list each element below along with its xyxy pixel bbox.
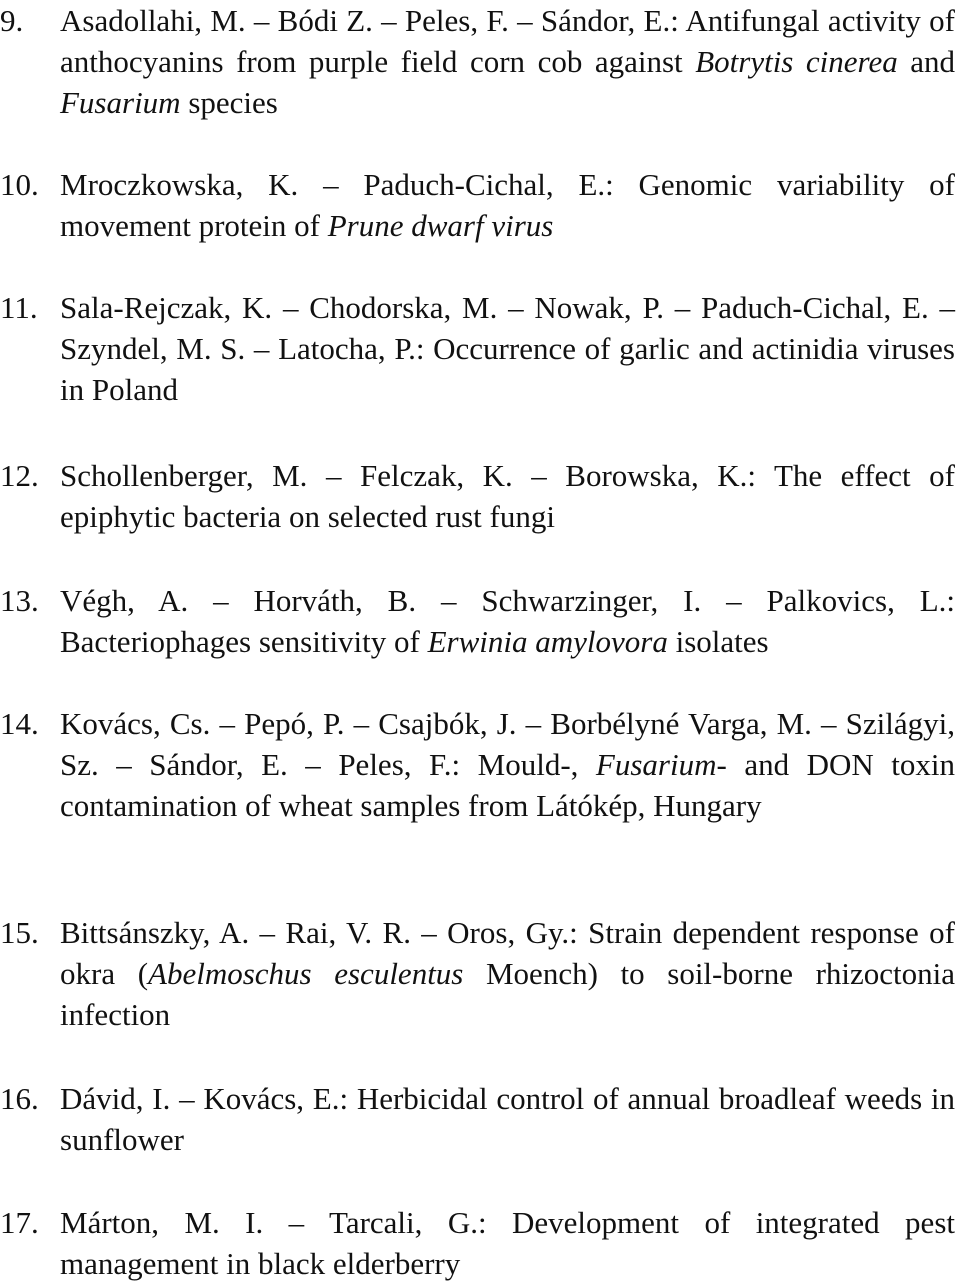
reference-text: Kovács, Cs. – Pepó, P. – Csajbók, J. – Borbélyné Varga, M. – Szilágyi, Sz. – Sándor, E. – Peles, F.: Mould-, Fusarium- and DON toxin contamination of wheat samples from Látókép, Hungary xyxy=(60,706,955,823)
reference-item-9 xyxy=(0,0,955,123)
reference-number: 16. xyxy=(0,1081,39,1116)
reference-text: Schollenberger, M. – Felczak, K. – Borowska, K.: The effect of epiphytic bacteria on selected rust fungi xyxy=(60,458,955,534)
reference-text: Márton, M. I. – Tarcali, G.: Development of integrated pest management in black elderberry xyxy=(60,1205,955,1281)
reference-item-13 xyxy=(0,580,955,662)
reference-number: 12. xyxy=(0,458,39,493)
reference-text: Dávid, I. – Kovács, E.: Herbicidal control of annual broadleaf weeds in sunflower xyxy=(60,1081,955,1157)
reference-number: 15. xyxy=(0,915,39,950)
reference-number: 17. xyxy=(0,1205,39,1240)
reference-number: 11. xyxy=(0,290,38,325)
reference-number: 9. xyxy=(0,3,24,38)
reference-item-17 xyxy=(0,1202,955,1284)
reference-text: Mroczkowska, K. – Paduch-Cichal, E.: Genomic variability of movement protein of Prune dwarf virus xyxy=(60,167,955,243)
reference-text: Végh, A. – Horváth, B. – Schwarzinger, I. – Palkovics, L.: Bacteriophages sensitivity of Erwinia amylovora isolates xyxy=(60,583,955,659)
reference-text: Asadollahi, M. – Bódi Z. – Peles, F. – Sándor, E.: Antifungal activity of anthocyanins from purple field corn cob against Botrytis cinerea and Fusarium species xyxy=(60,3,955,120)
reference-number: 10. xyxy=(0,167,39,202)
reference-item-15 xyxy=(0,912,955,1035)
reference-text: Sala-Rejczak, K. – Chodorska, M. – Nowak, P. – Paduch-Cichal, E. – Szyndel, M. S. – Latocha, P.: Occurrence of garlic and actinidia viruses in Poland xyxy=(60,290,955,407)
reference-number: 14. xyxy=(0,706,39,741)
reference-item-12 xyxy=(0,455,955,537)
reference-item-10 xyxy=(0,164,955,246)
reference-item-11 xyxy=(0,287,955,410)
reference-item-16 xyxy=(0,1078,955,1160)
reference-text: Bittsánszky, A. – Rai, V. R. – Oros, Gy.: Strain dependent response of okra (Abelmoschus esculentus Moench) to soil-borne rhizoctonia infection xyxy=(60,915,956,1032)
reference-item-14 xyxy=(0,703,955,826)
reference-number: 13. xyxy=(0,583,39,618)
